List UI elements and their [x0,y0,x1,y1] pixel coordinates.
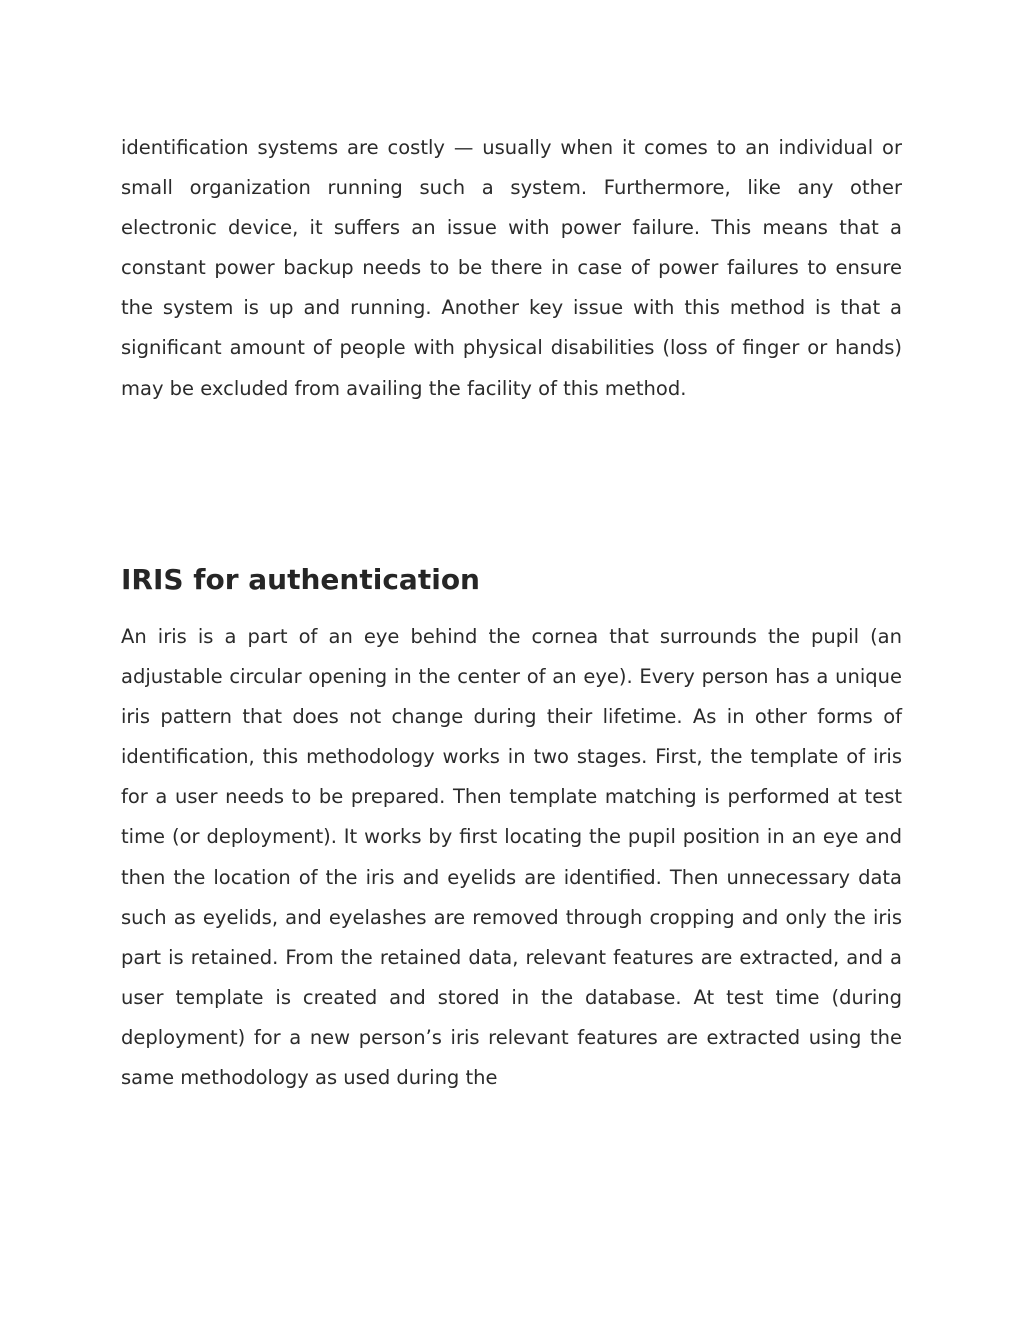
document-page [121,128,902,1090]
body-paragraph: identification systems are costly — usually when it comes to an individual or small organization running such a system. Furthermore, like any other electronic device, it suffers an issue with power failure. This means that a constant power backup needs to be there in case of power failures to ensure the system is up and running. Another key issue with this method is that a significant amount of people with physical disabilities (loss of finger or hands) may be excluded from availing the facility of this method. [121,136,902,400]
body-paragraph: An iris is a part of an eye behind the cornea that surrounds the pupil (an adjustable circular opening in the center of an eye). Every person has a unique iris pattern that does not change during their lifetime. As in other forms of identification, this methodology works in two stages. First, the template of iris for a user needs to be prepared. Then template matching is performed at test time (or deployment). It works by first locating the pupil position in an eye and then the location of the iris and eyelids are identified. Then unnecessary data such as eyelids, and eyelashes are removed through cropping and only the iris part is retained. From the retained data, relevant features are extracted, and a user template is created and stored in the database. At test time (during deployment) for a new person’s iris relevant features are extracted using the same methodology as used during the [121,625,902,1090]
section-heading: IRIS for authentication [121,563,480,596]
